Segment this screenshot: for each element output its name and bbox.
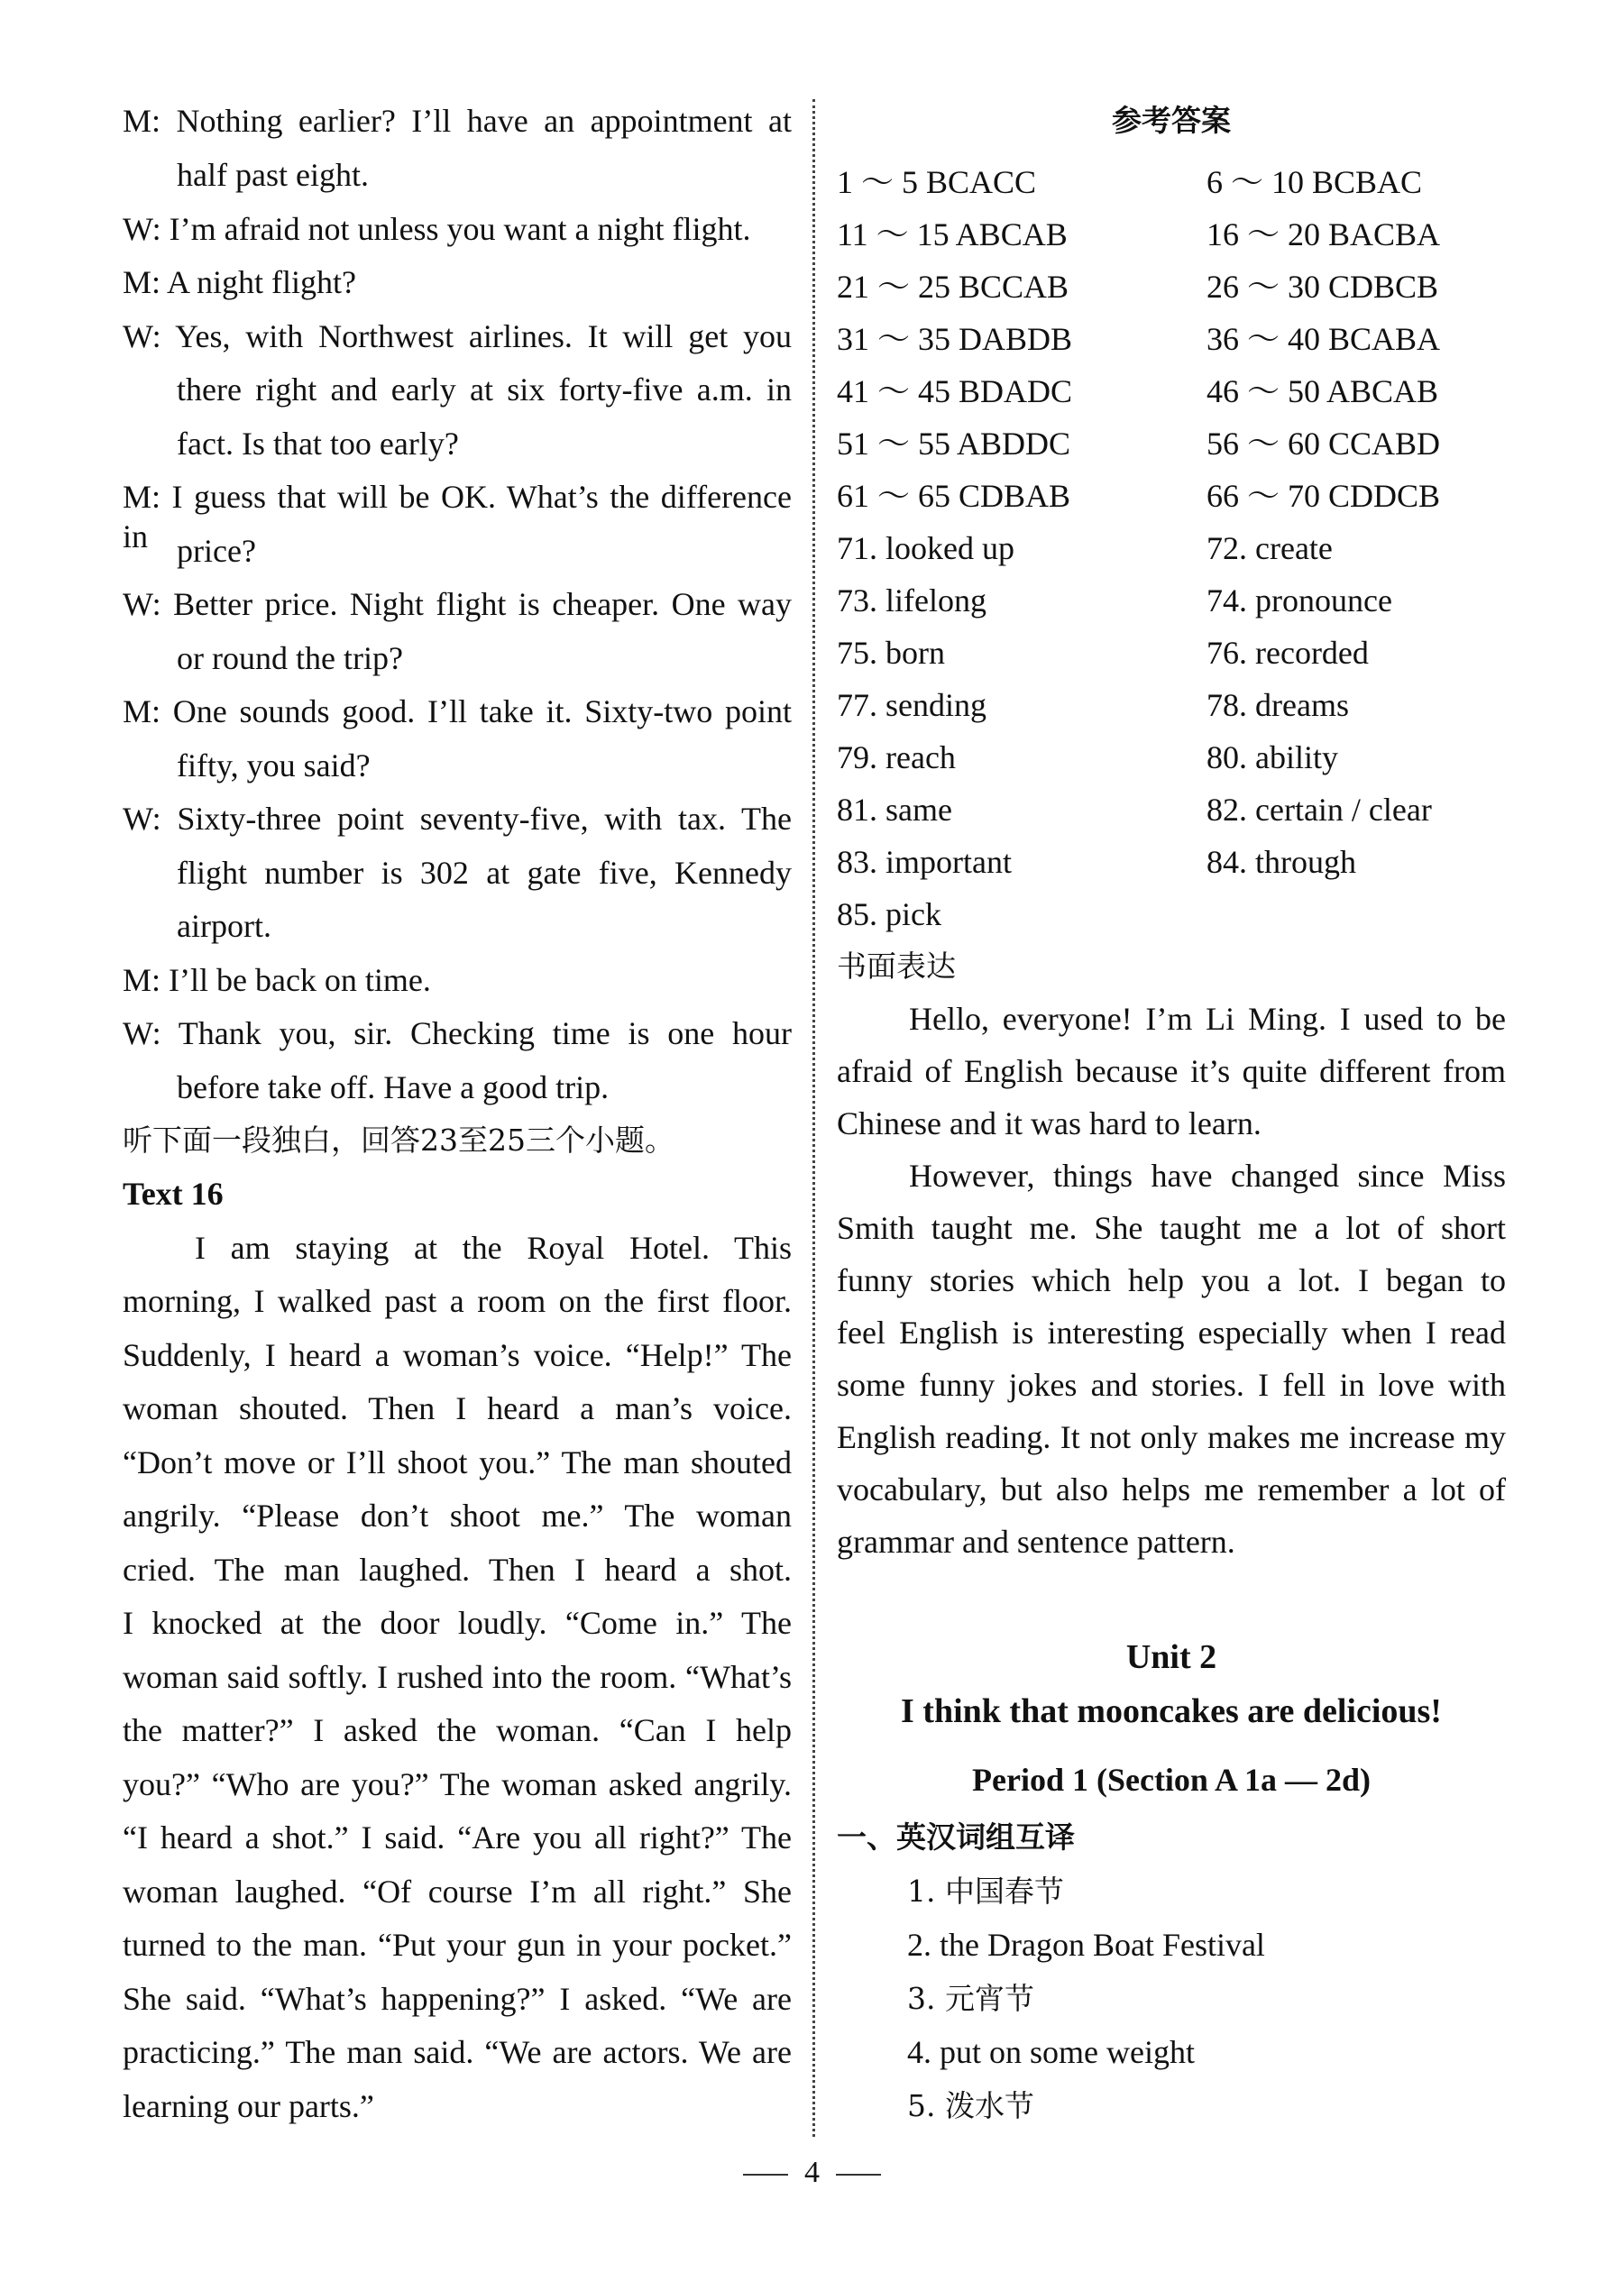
page-dash-left	[743, 2174, 788, 2176]
page-number-value: 4	[804, 2156, 820, 2189]
answer-item: 82. certain / clear	[1207, 792, 1432, 828]
answer-item: 71. looked up	[837, 530, 1014, 566]
passage-line: cried. The man laughed. Then I heard a shot.	[123, 1552, 792, 1588]
answers-title: 参考答案	[1112, 103, 1231, 138]
essay-line: English reading. It not only makes me increase my	[837, 1419, 1506, 1455]
dialogue-line: before take off. Have a good trip.	[177, 1069, 610, 1105]
passage-line: learning our parts.”	[123, 2088, 374, 2124]
dialogue-line: half past eight.	[177, 157, 369, 193]
passage-line: angrily. “Please don’t shoot me.” The woman	[123, 1498, 792, 1534]
passage-line: morning, I walked past a room on the first floor.	[123, 1283, 792, 1319]
answer-item: 26 ～ 30 CDBCB	[1207, 269, 1439, 305]
dialogue-line: W: Thank you, sir. Checking time is one hour	[123, 1015, 792, 1051]
answer-item: 36 ～ 40 BCABA	[1207, 321, 1441, 357]
dialogue-line: or round the trip?	[177, 640, 403, 676]
essay-line: However, things have changed since Miss	[909, 1158, 1506, 1194]
essay-line: feel English is interesting especially when I read	[837, 1315, 1506, 1351]
dialogue-line: fact. Is that too early?	[177, 426, 459, 462]
answer-item: 81. same	[837, 792, 952, 828]
essay-line: Chinese and it was hard to learn.	[837, 1105, 1262, 1141]
answer-item: 21 ～ 25 BCCAB	[837, 269, 1069, 305]
writing-label: 书面表达	[837, 948, 956, 984]
answer-item: 46 ～ 50 ABCAB	[1207, 373, 1439, 409]
passage-line: “I heard a shot.” I said. “Are you all right?” The	[123, 1819, 792, 1856]
dialogue-line: W: I’m afraid not unless you want a night flight.	[123, 211, 751, 247]
essay-line: vocabulary, but also helps me remember a lot of	[837, 1471, 1506, 1507]
passage-line: I am staying at the Royal Hotel. This	[195, 1230, 792, 1266]
section-heading: 一、英汉词组互译	[837, 1819, 1075, 1855]
answer-item: 16 ～ 20 BACBA	[1207, 216, 1441, 252]
dialogue-line: W: Better price. Night flight is cheaper. One way	[123, 586, 792, 622]
phrase-item: 4. put on some weight	[907, 2034, 1195, 2070]
dialogue-line: M: A night flight?	[123, 264, 357, 300]
answer-item: 85. pick	[837, 896, 941, 932]
dialogue-line: M: I guess that will be OK. What’s the difference in	[123, 479, 792, 554]
listening-instruction: 听下面一段独白，回答23至25三个小题。	[123, 1123, 674, 1158]
column-divider	[812, 99, 815, 2137]
answer-item: 66 ～ 70 CDDCB	[1207, 478, 1441, 514]
passage-line: turned to the man. “Put your gun in your pocket.”	[123, 1927, 792, 1963]
answer-item: 73. lifelong	[837, 582, 986, 619]
essay-line: Smith taught me. She taught me a lot of short	[837, 1210, 1506, 1246]
answer-item: 51 ～ 55 ABDDC	[837, 426, 1071, 462]
dialogue-line: flight number is 302 at gate five, Kennedy	[177, 855, 792, 891]
passage-line: I knocked at the door loudly. “Come in.” The	[123, 1605, 792, 1641]
phrase-item: 2. the Dragon Boat Festival	[907, 1927, 1265, 1963]
passage-line: woman shouted. Then I heard a man’s voice.	[123, 1390, 792, 1426]
answer-item: 31 ～ 35 DABDB	[837, 321, 1073, 357]
dialogue-line: M: Nothing earlier? I’ll have an appointment at	[123, 103, 792, 139]
answer-item: 11 ～ 15 ABCAB	[837, 216, 1068, 252]
essay-line: afraid of English because it’s quite different from	[837, 1053, 1506, 1089]
essay-line: some funny jokes and stories. I fell in love with	[837, 1367, 1506, 1403]
answer-item: 56 ～ 60 CCABD	[1207, 426, 1441, 462]
page-number	[0, 2153, 1624, 2193]
essay-line: grammar and sentence pattern.	[837, 1524, 1235, 1560]
page-dash-right	[836, 2174, 881, 2176]
phrase-item: 5. 泼水节	[907, 2088, 1034, 2123]
phrase-item: 3. 元宵节	[907, 1981, 1034, 2016]
answer-item: 75. born	[837, 635, 945, 671]
essay-line: funny stories which help you a lot. I began to	[837, 1262, 1506, 1298]
essay-line: Hello, everyone! I’m Li Ming. I used to be	[909, 1001, 1506, 1037]
dialogue-line: airport.	[177, 908, 271, 944]
answer-item: 84. through	[1207, 844, 1356, 880]
answer-item: 77. sending	[837, 687, 986, 723]
answer-item: 79. reach	[837, 739, 956, 775]
text-title: Text 16	[123, 1176, 224, 1212]
answer-item: 6 ～ 10 BCBAC	[1207, 164, 1423, 200]
answer-item: 61 ～ 65 CDBAB	[837, 478, 1071, 514]
dialogue-line: M: I’ll be back on time.	[123, 962, 431, 998]
answer-item: 41 ～ 45 BDADC	[837, 373, 1073, 409]
unit-subtitle: I think that mooncakes are delicious!	[901, 1692, 1442, 1730]
passage-line: woman laughed. “Of course I’m all right.” She	[123, 1874, 792, 1910]
passage-line: “Don’t move or I’ll shoot you.” The man shouted	[123, 1444, 792, 1480]
answer-item: 78. dreams	[1207, 687, 1349, 723]
passage-line: Suddenly, I heard a woman’s voice. “Help!” The	[123, 1337, 792, 1373]
dialogue-line: W: Yes, with Northwest airlines. It will get you	[123, 318, 792, 354]
passage-line: She said. “What’s happening?” I asked. “We are	[123, 1981, 792, 2017]
dialogue-line: M: One sounds good. I’ll take it. Sixty-two point	[123, 693, 792, 729]
passage-line: you?” “Who are you?” The woman asked angrily.	[123, 1766, 792, 1802]
period-title: Period 1 (Section A 1a — 2d)	[972, 1762, 1371, 1798]
passage-line: the matter?” I asked the woman. “Can I help	[123, 1712, 792, 1748]
unit-title: Unit 2	[1125, 1638, 1217, 1676]
answer-item: 74. pronounce	[1207, 582, 1392, 619]
passage-line: woman said softly. I rushed into the room. “What’s	[123, 1659, 792, 1695]
dialogue-line: price?	[177, 533, 256, 569]
answer-item: 1 ～ 5 BCACC	[837, 164, 1037, 200]
dialogue-line: fifty, you said?	[177, 747, 371, 784]
answer-item: 72. create	[1207, 530, 1333, 566]
dialogue-line: W: Sixty-three point seventy-five, with tax. The	[123, 801, 792, 837]
answer-item: 80. ability	[1207, 739, 1338, 775]
answer-item: 76. recorded	[1207, 635, 1369, 671]
dialogue-line: there right and early at six forty-five a.m. in	[177, 371, 792, 408]
answer-item: 83. important	[837, 844, 1012, 880]
passage-line: practicing.” The man said. “We are actors. We are	[123, 2034, 792, 2070]
phrase-item: 1. 中国春节	[907, 1874, 1064, 1909]
